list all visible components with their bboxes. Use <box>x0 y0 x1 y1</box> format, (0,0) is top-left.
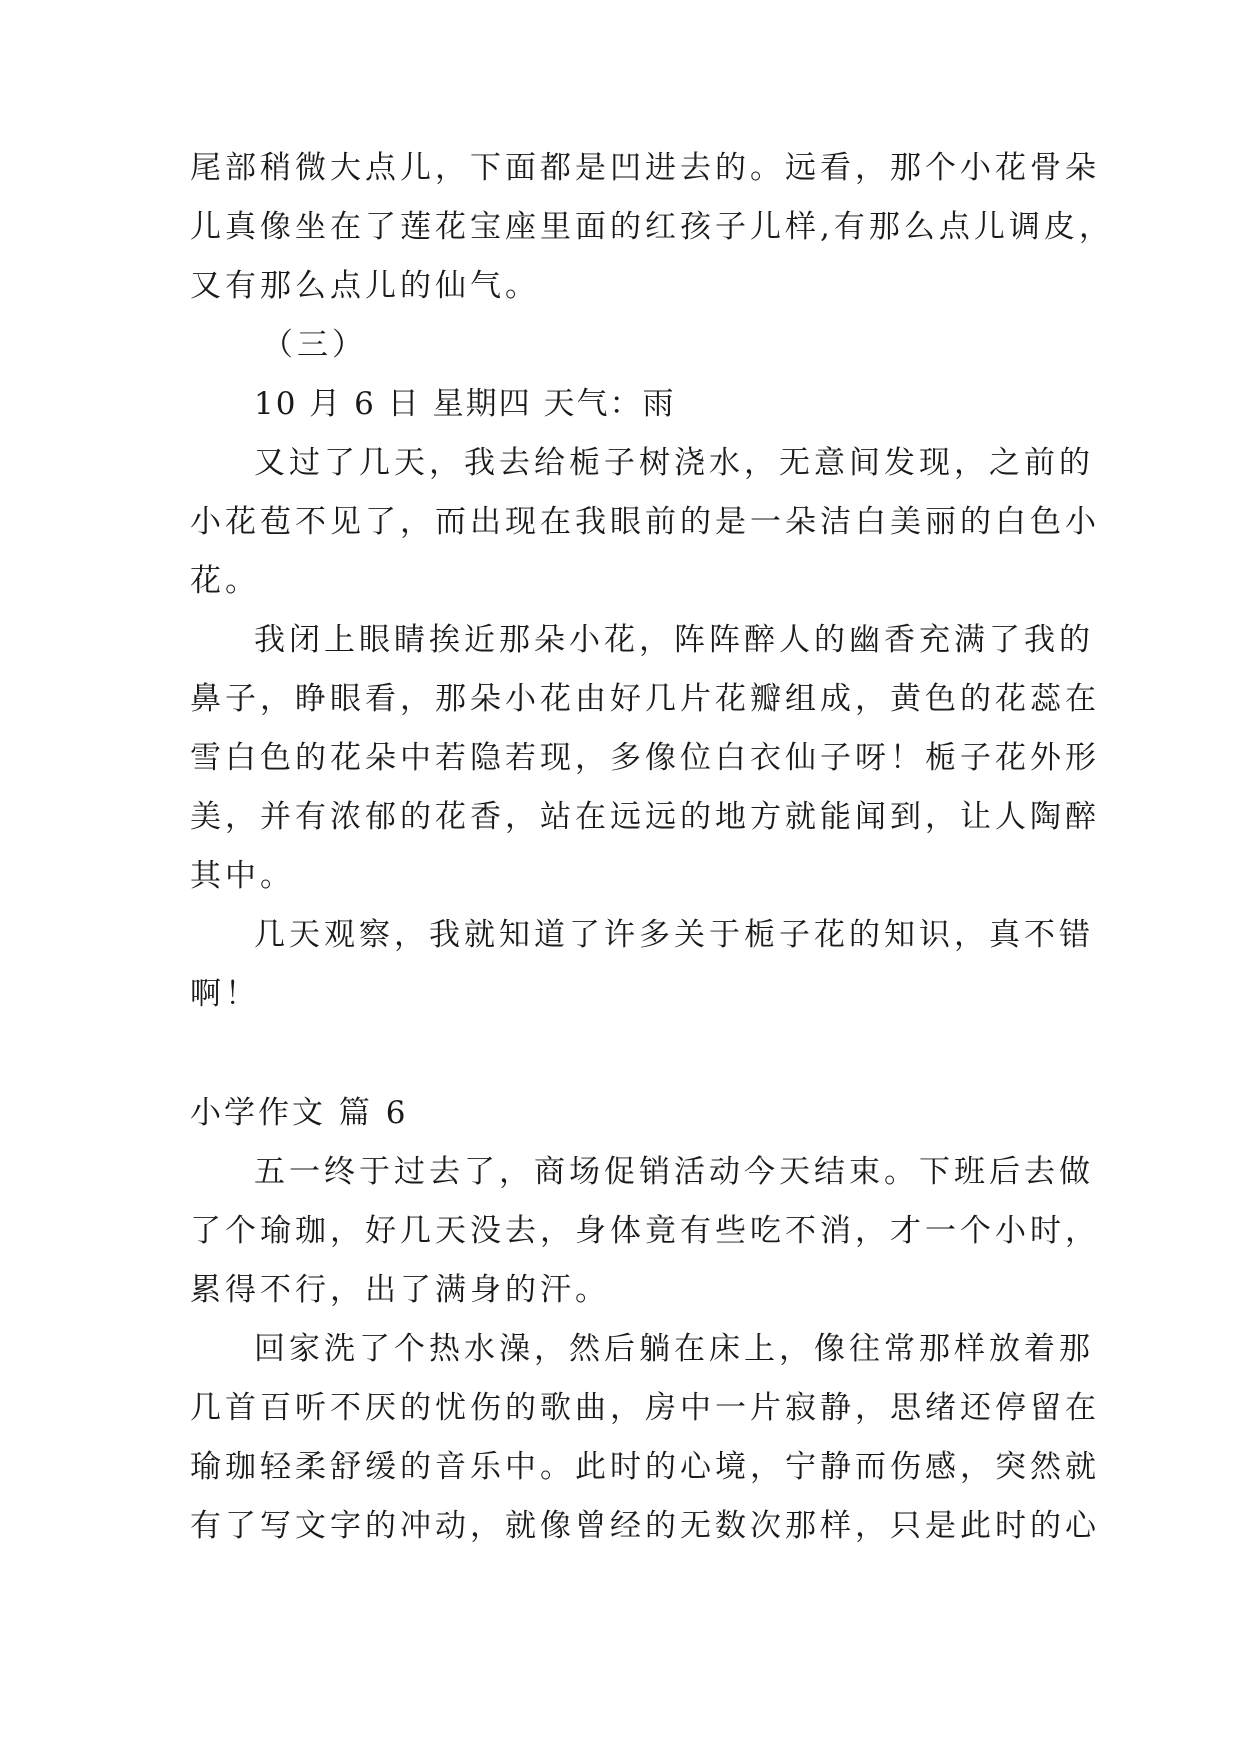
text-line: 我闭上眼睛挨近那朵小花，阵阵醉人的幽香充满了我的 <box>254 622 1094 658</box>
text-line: 花。 <box>190 563 260 599</box>
text-line: 小花苞不见了，而出现在我眼前的是一朵洁白美丽的白色小 <box>190 504 1100 540</box>
text-line: 又有那么点儿的仙气。 <box>190 268 540 304</box>
text-line: 几天观察，我就知道了许多关于栀子花的知识，真不错 <box>254 917 1094 953</box>
section-label: （三） <box>262 327 367 363</box>
text-line: 了个瑜珈，好几天没去，身体竟有些吃不消，才一个小时， <box>190 1213 1100 1249</box>
text-line: 其中。 <box>190 858 295 894</box>
text-line: 五一终于过去了，商场促销活动今天结束。下班后去做 <box>254 1154 1094 1190</box>
text-line: 雪白色的花朵中若隐若现，多像位白衣仙子呀！栀子花外形 <box>190 740 1100 776</box>
text-line: 儿真像坐在了莲花宝座里面的红孩子儿样,有那么点儿调皮， <box>190 209 1114 245</box>
article-heading: 小学作文 篇 6 <box>190 1095 409 1131</box>
text-line: 美，并有浓郁的花香，站在远远的地方就能闻到，让人陶醉 <box>190 799 1100 835</box>
text-line: 回家洗了个热水澡，然后躺在床上，像往常那样放着那 <box>254 1331 1094 1367</box>
text-line: 几首百听不厌的忧伤的歌曲，房中一片寂静，思绪还停留在 <box>190 1390 1100 1426</box>
text-line: 有了写文字的冲动，就像曾经的无数次那样，只是此时的心 <box>190 1508 1100 1544</box>
text-line: 累得不行，出了满身的汗。 <box>190 1272 610 1308</box>
date-weather-line: 10 月 6 日 星期四 天气：雨 <box>254 386 676 422</box>
text-line: 啊！ <box>190 976 260 1012</box>
text-line: 尾部稍微大点儿，下面都是凹进去的。远看，那个小花骨朵 <box>190 150 1100 186</box>
text-line: 又过了几天，我去给栀子树浇水，无意间发现，之前的 <box>254 445 1094 481</box>
text-line: 瑜珈轻柔舒缓的音乐中。此时的心境，宁静而伤感，突然就 <box>190 1449 1100 1485</box>
text-line: 鼻子，睁眼看，那朵小花由好几片花瓣组成，黄色的花蕊在 <box>190 681 1100 717</box>
